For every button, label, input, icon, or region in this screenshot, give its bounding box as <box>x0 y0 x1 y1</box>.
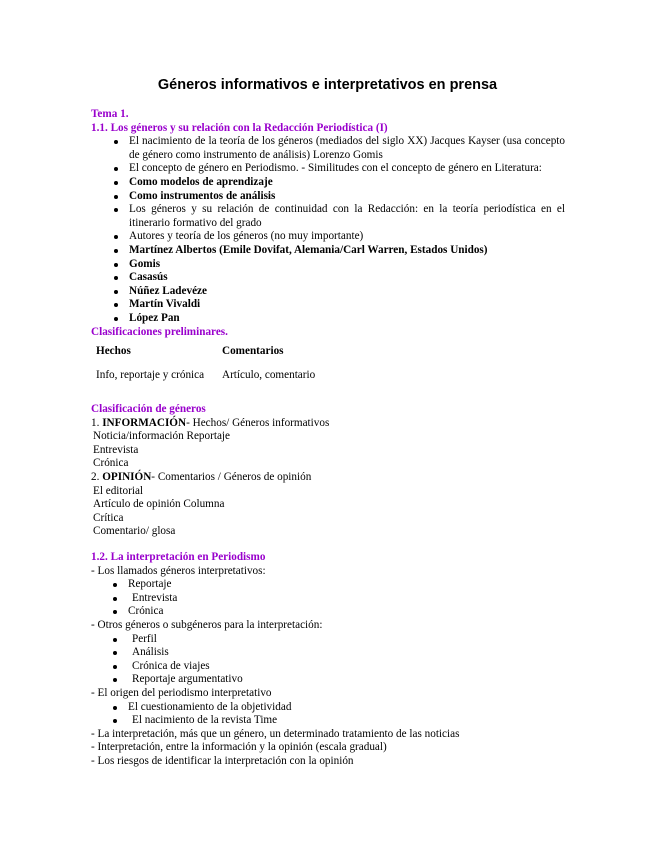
list-item: - La interpretación, más que un género, un determinado tratamiento de las noticias <box>91 727 460 740</box>
clasificacion-item-2: 2. OPINIÓN- Comentarios / Géneros de opinión <box>91 470 312 483</box>
tema-heading: Tema 1. <box>91 108 129 120</box>
list-item: Crónica de viajes <box>91 660 565 674</box>
table-header-cell: Comentarios <box>222 345 284 357</box>
list-item: Los géneros y su relación de continuidad con la Redacción: en la teoría periodística en el itinerario formativo del grado <box>91 203 565 230</box>
section-1-1-bullet-list <box>91 135 565 325</box>
list-item: - Interpretación, entre la información y la opinión (escala gradual) <box>91 741 387 754</box>
list-item: Martínez Albertos (Emile Dovifat, Alemania/Carl Warren, Estados Unidos) <box>91 244 565 258</box>
section-1-2-intro-1: - Los llamados géneros interpretativos: <box>91 564 266 577</box>
table-header-cell: Hechos <box>96 345 131 357</box>
preliminares-table <box>94 345 317 382</box>
list-item: Comentario/ glosa <box>93 525 176 538</box>
list-item: Crónica <box>91 605 565 619</box>
list-item: El cuestionamiento de la objetividad <box>91 701 565 715</box>
table-header-row <box>94 345 317 359</box>
clasificaciones-preliminares-heading: Clasificaciones preliminares. <box>91 325 228 338</box>
list-item: Crítica <box>93 511 124 524</box>
table-cell: Info, reportaje y crónica <box>96 368 205 381</box>
list-item: Artículo de opinión Columna <box>93 498 225 511</box>
list-item: Martín Vivaldi <box>91 298 565 312</box>
section-1-1-heading: 1.1. Los géneros y su relación con la Redacción Periodística (I) <box>91 121 388 134</box>
list-item: Reportaje argumentativo <box>91 673 565 687</box>
list-item: Entrevista <box>93 443 139 456</box>
table-cell: Artículo, comentario <box>222 368 316 381</box>
list-item: Autores y teoría de los géneros (no muy importante) <box>91 230 565 244</box>
table-row <box>94 369 317 383</box>
list-item: López Pan <box>91 312 565 326</box>
list-item: Núñez Ladevéze <box>91 285 565 299</box>
clasificacion-item-1: 1. INFORMACIÓN- Hechos/ Géneros informativos <box>91 416 330 429</box>
list-item: El nacimiento de la revista Time <box>91 714 565 728</box>
preliminares-table-block <box>91 345 565 382</box>
document-title: Géneros informativos e interpretativos en prensa <box>157 77 498 93</box>
list-item: El concepto de género en Periodismo. - Similitudes con el concepto de género en Literatura: <box>91 162 565 176</box>
list-item: Análisis <box>91 646 565 660</box>
section-1-2-intro-2: - Otros géneros o subgéneros para la interpretación: <box>91 618 323 631</box>
section-1-2 <box>91 551 565 769</box>
list-item: Casasús <box>91 271 565 285</box>
clasificacion-section <box>91 403 565 539</box>
list-item: Entrevista <box>91 592 565 606</box>
list-item: - Los riesgos de identificar la interpretación con la opinión <box>91 754 354 767</box>
list-item: Como instrumentos de análisis <box>91 190 565 204</box>
list-item: El nacimiento de la teoría de los géneros (mediados del siglo XX) Jacques Kayser (usa concepto de género como instrumento de análisis) Lorenzo Gomis <box>91 135 565 162</box>
section-1-2-heading: 1.2. La interpretación en Periodismo <box>91 551 266 563</box>
list-item: Reportaje <box>91 578 565 592</box>
list-item: El editorial <box>93 484 144 497</box>
section-1-2-intro-3: - El origen del periodismo interpretativo <box>91 686 272 699</box>
list-item: Gomis <box>91 258 565 272</box>
list-item: Crónica <box>93 457 129 470</box>
list-item: Perfil <box>91 633 565 647</box>
section-1-1 <box>91 108 565 339</box>
list-item: Noticia/información Reportaje <box>93 430 230 443</box>
clasificacion-heading: Clasificación de géneros <box>91 403 206 415</box>
list-item: Como modelos de aprendizaje <box>91 176 565 190</box>
